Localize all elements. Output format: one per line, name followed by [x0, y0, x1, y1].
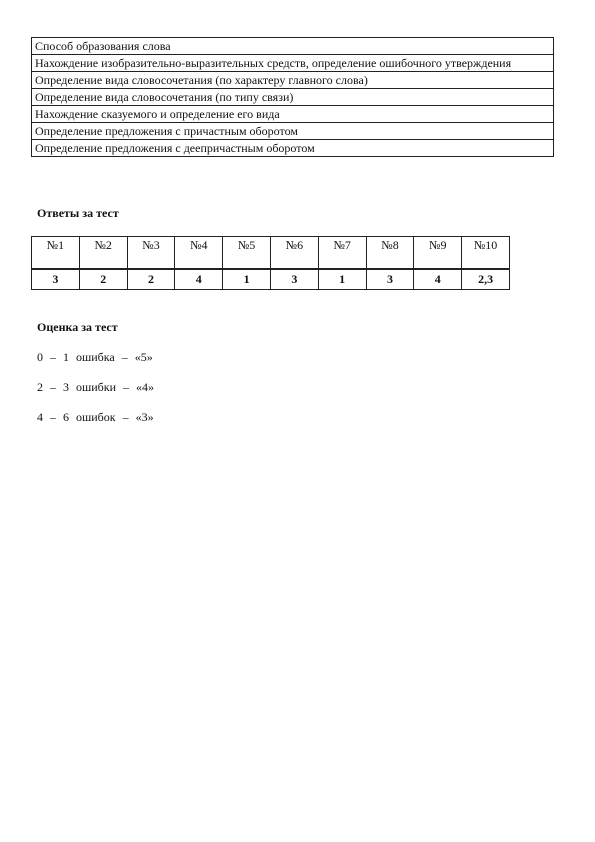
question-number-cell: №10: [462, 237, 510, 270]
grade-line: 4 – 6 ошибок – «3»: [37, 410, 154, 424]
answers-table: [31, 236, 510, 290]
table-row: [32, 72, 554, 89]
grade-line: 2 – 3 ошибки – «4»: [37, 380, 155, 394]
topic-cell: Определение предложения с деепричастным оборотом: [32, 140, 554, 157]
topic-cell: Определение вида словосочетания (по типу связи): [32, 89, 554, 106]
table-row: [32, 89, 554, 106]
question-number-cell: №5: [223, 237, 271, 270]
topics-table: [31, 37, 554, 157]
question-number-cell: №6: [270, 237, 318, 270]
table-row: [32, 106, 554, 123]
question-number-cell: №9: [414, 237, 462, 270]
topic-cell: Определение вида словосочетания (по характеру главного слова): [32, 72, 554, 89]
question-number-cell: №8: [366, 237, 414, 270]
table-row: [32, 140, 554, 157]
question-number-cell: №3: [127, 237, 175, 270]
answer-value-cell: 1: [223, 269, 271, 290]
topic-cell: Способ образования слова: [32, 38, 554, 55]
question-number-cell: №7: [318, 237, 366, 270]
table-row: [32, 55, 554, 72]
answer-value-cell: 2,3: [462, 269, 510, 290]
question-number-cell: №4: [175, 237, 223, 270]
answer-value-cell: 3: [32, 269, 80, 290]
question-number-cell: №1: [32, 237, 80, 270]
answer-value-cell: 1: [318, 269, 366, 290]
table-row: [32, 38, 554, 55]
answers-value-row: [32, 269, 510, 290]
topic-cell: Нахождение сказуемого и определение его вида: [32, 106, 554, 123]
answer-value-cell: 4: [175, 269, 223, 290]
answer-value-cell: 3: [270, 269, 318, 290]
answer-value-cell: 2: [79, 269, 127, 290]
topic-cell: Нахождение изобразительно-выразительных средств, определение ошибочного утверждения: [32, 55, 554, 72]
topic-cell: Определение предложения с причастным оборотом: [32, 123, 554, 140]
answer-value-cell: 3: [366, 269, 414, 290]
grade-heading: Оценка за тест: [37, 320, 118, 334]
answers-heading: Ответы за тест: [37, 206, 119, 220]
answer-value-cell: 4: [414, 269, 462, 290]
question-number-cell: №2: [79, 237, 127, 270]
answers-header-row: [32, 237, 510, 270]
answer-value-cell: 2: [127, 269, 175, 290]
table-row: [32, 123, 554, 140]
grade-line: 0 – 1 ошибка – «5»: [37, 350, 153, 364]
